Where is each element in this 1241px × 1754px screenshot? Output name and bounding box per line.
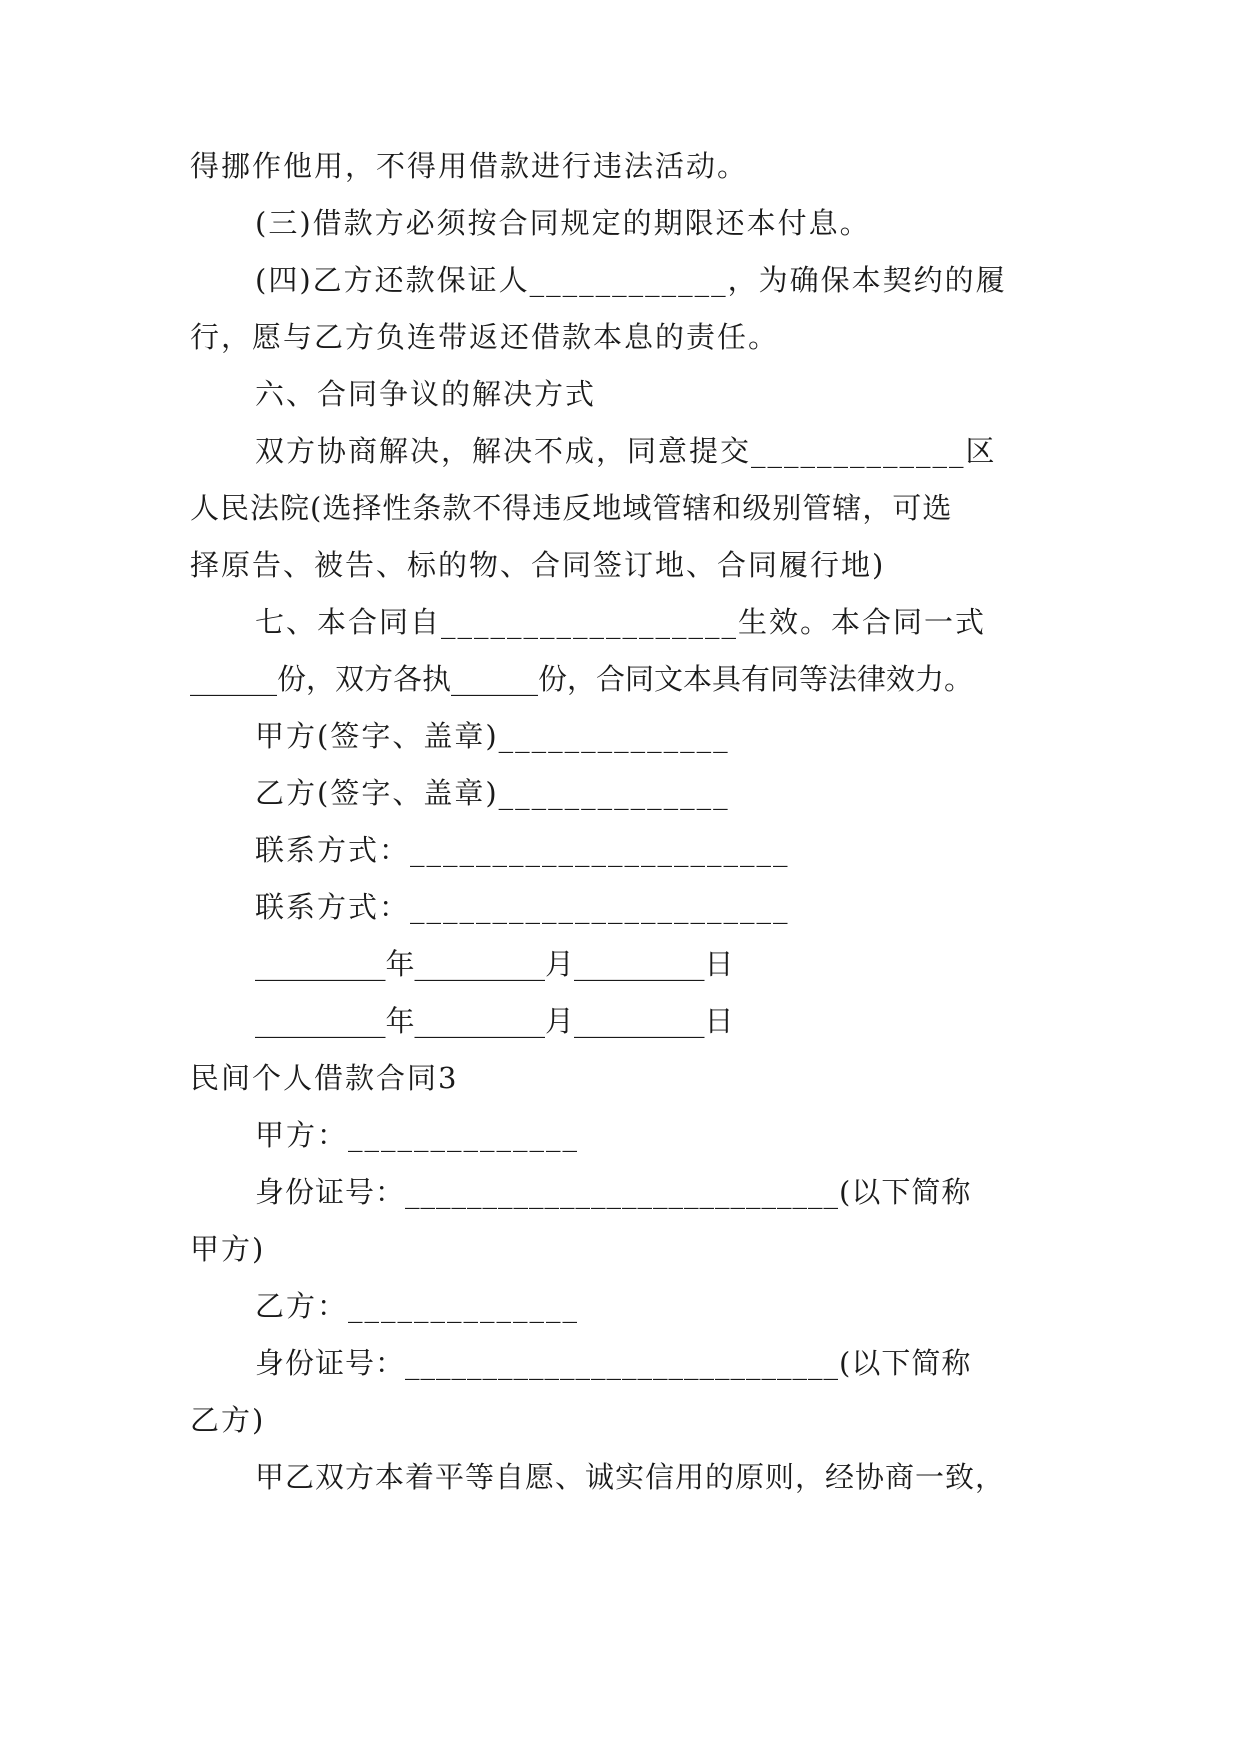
party-b-signature: 乙方(签字、盖章)______________	[255, 776, 730, 810]
party-a-signature: 甲方(签字、盖章)______________	[255, 719, 730, 753]
party-b-field: 乙方：______________	[255, 1289, 580, 1323]
dispute-resolution-line-2: 人民法院(选择性条款不得违反地域管辖和级别管辖，可选	[190, 491, 953, 525]
contract-3-title: 民间个人借款合同3	[190, 1061, 459, 1095]
paragraph-line-1: 得挪作他用，不得用借款进行违法活动。	[190, 149, 749, 183]
dispute-resolution-line-3: 择原告、被告、标的物、合同签订地、合同履行地)	[190, 548, 886, 582]
date-line-b: _________年_________月_________日	[255, 1004, 734, 1038]
date-line-a: _________年_________月_________日	[255, 947, 734, 981]
party-a-id-field-continued: 甲方)	[190, 1232, 266, 1266]
clause-4-continued: 行，愿与乙方负连带返还借款本息的责任。	[190, 320, 780, 354]
dispute-resolution-line-1: 双方协商解决，解决不成，同意提交_____________区	[255, 434, 997, 468]
clause-3: (三)借款方必须按合同规定的期限还本付息。	[255, 206, 871, 240]
contact-info-a: 联系方式：_______________________	[255, 833, 790, 867]
agreement-intro: 甲乙双方本着平等自愿、诚实信用的原则，经协商一致，	[255, 1460, 1006, 1494]
clause-4: (四)乙方还款保证人____________，为确保本契约的履	[255, 263, 1007, 297]
party-b-id-field: 身份证号：____________________________(以下简称	[255, 1346, 972, 1380]
party-a-id-field: 身份证号：____________________________(以下简称	[255, 1175, 972, 1209]
section-7-line-2: ______份，双方各执______份，合同文本具有同等法律效力。	[190, 662, 974, 696]
contact-info-b: 联系方式：_______________________	[255, 890, 790, 924]
party-a-field: 甲方：______________	[255, 1118, 580, 1152]
section-7-line-1: 七、本合同自__________________生效。本合同一式	[255, 605, 987, 639]
section-6-heading: 六、合同争议的解决方式	[255, 377, 597, 411]
party-b-id-field-continued: 乙方)	[190, 1403, 266, 1437]
